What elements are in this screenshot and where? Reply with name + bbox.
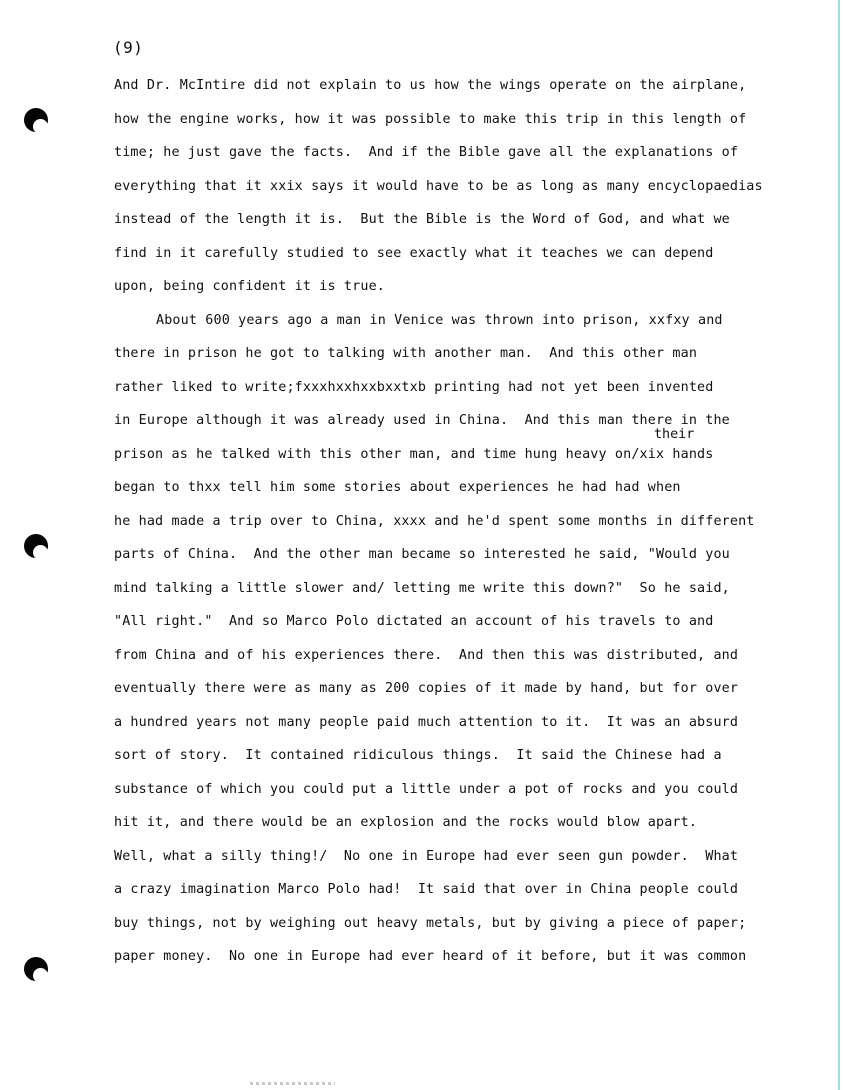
text-line: how the engine works, how it was possible to make this trip in this length of [114, 111, 747, 127]
text-line: a hundred years not many people paid much attention to it. It was an absurd [114, 714, 739, 730]
page-number: (9) [113, 38, 144, 57]
text-line: sort of story. It contained ridiculous things. It said the Chinese had a [114, 748, 722, 763]
text-line: And Dr. McIntire did not explain to us how the wings operate on the airplane, [114, 78, 747, 93]
binder-hole-icon [24, 534, 48, 558]
binder-hole-icon [24, 108, 48, 132]
text-line: paper money. No one in Europe had ever heard of it before, but it was common [114, 949, 747, 964]
body-text [114, 76, 794, 981]
text-line: Well, what a silly thing!/ No one in Europe had ever seen gun powder. What [114, 848, 739, 864]
text-line: find in it carefully studied to see exactly what it teaches we can depend [114, 245, 714, 261]
text-line: from China and of his experiences there. And then this was distributed, and [114, 647, 739, 663]
text-line: prison as he talked with this other man, and time hung heavy on/xix hands [114, 446, 714, 462]
text-line: About 600 years ago a man in Venice was thrown into prison, xxfxy and [156, 312, 723, 328]
text-line: substance of which you could put a little under a pot of rocks and you could [114, 781, 739, 797]
text-line: a crazy imagination Marco Polo had! It said that over in China people could [114, 882, 739, 897]
text-line: began to thxx tell him some stories about experiences he had had when [114, 480, 681, 495]
binder-hole-icon [24, 957, 48, 981]
text-line: everything that it xxix says it would have to be as long as many encyclopaedias [114, 178, 763, 194]
page-edge-line [838, 0, 840, 1090]
text-line: eventually there were as many as 200 copies of it made by hand, but for over [114, 681, 739, 696]
text-line: in Europe although it was already used in China. And this man there in the [114, 413, 730, 428]
text-line: hit it, and there would be an explosion and the rocks would blow apart. [114, 815, 698, 830]
text-line: instead of the length it is. But the Bible is the Word of God, and what we [114, 212, 730, 227]
text-line: time; he just gave the facts. And if the Bible gave all the explanations of [114, 145, 739, 160]
text-line: there in prison he got to talking with another man. And this other man [114, 346, 698, 361]
text-line: parts of China. And the other man became so interested he said, "Would you [114, 547, 730, 562]
text-line: "All right." And so Marco Polo dictated an account of his travels to and [114, 614, 714, 629]
text-line: rather liked to write;fxxxhxxhxxbxxtxb printing had not yet been invented [114, 379, 714, 395]
text-line: mind talking a little slower and/ letting me write this down?" So he said, [114, 580, 730, 596]
text-line: he had made a trip over to China, xxxx and he'd spent some months in different [114, 513, 755, 529]
bottom-scan-artifact [250, 1082, 335, 1085]
handwritten-insert: their [654, 427, 695, 442]
text-line: upon, being confident it is true. [114, 279, 385, 294]
text-line: buy things, not by weighing out heavy metals, but by giving a piece of paper; [114, 915, 747, 931]
